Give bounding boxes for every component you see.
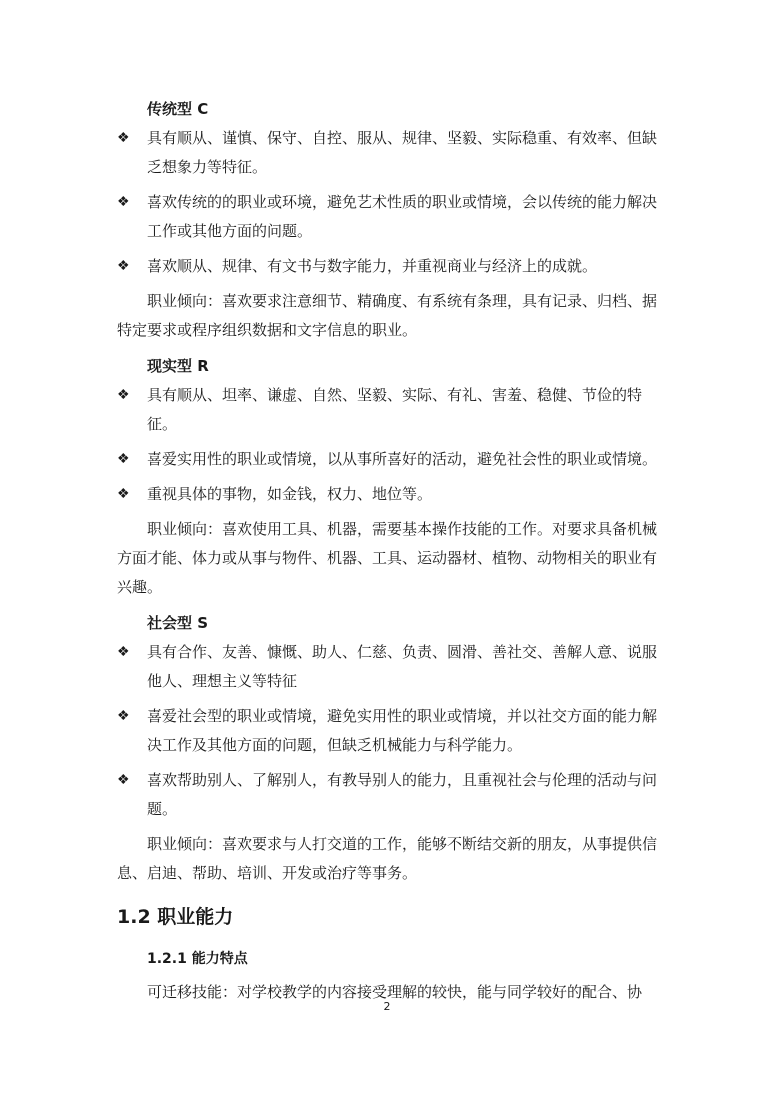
bullet-diamond-icon: ❖ [117,387,130,403]
type-heading: 现实型 R [147,357,209,375]
bullet-text: 喜爱实用性的职业或情境，以从事所喜好的活动，避免社会性的职业或情境。 [147,450,658,468]
career-tendency-paragraph: 职业倾向：喜欢要求注意细节、精确度、有系统有条理，具有记录、归档、据特定要求或程序组织数据和文字信息的职业。 [117,292,658,339]
bullet-text: 具有合作、友善、慷慨、助人、仁慈、负责、圆滑、善社交、善解人意、说服他人、理想主义等特征 [147,643,658,690]
bullet-item [117,445,662,474]
bullet-diamond-icon: ❖ [117,772,130,788]
bullet-diamond-icon: ❖ [117,130,130,146]
bullet-item [117,766,662,824]
career-tendency-paragraph: 职业倾向：喜欢使用工具、机器，需要基本操作技能的工作。对要求具备机械方面才能、体力或从事与物件、机器、工具、运动器材、植物、动物相关的职业有兴趣。 [117,520,658,596]
bullet-diamond-icon: ❖ [117,708,130,724]
bullet-item [117,638,662,696]
bullet-item [117,480,662,509]
bullet-text: 喜欢帮助别人、了解别人，有教导别人的能力，且重视社会与伦理的活动与问题。 [147,771,658,818]
bullet-item [117,124,662,182]
bullet-diamond-icon: ❖ [117,486,130,502]
bullet-diamond-icon: ❖ [117,258,130,274]
page-number: 2 [383,1000,391,1013]
bullet-item [117,381,662,439]
bullet-text: 具有顺从、坦率、谦虚、自然、坚毅、实际、有礼、害羞、稳健、节俭的特征。 [147,386,643,433]
type-section-conventional [117,94,662,345]
career-tendency-paragraph: 职业倾向：喜欢要求与人打交道的工作，能够不断结交新的朋友，从事提供信息、启迪、帮助、培训、开发或治疗等事务。 [117,835,658,882]
bullet-text: 喜欢顺从、规律、有文书与数字能力，并重视商业与经济上的成就。 [147,257,598,275]
type-section-realistic [117,351,662,602]
bullet-diamond-icon: ❖ [117,451,130,467]
bullet-item [117,702,662,760]
bullet-text: 具有顺从、谨慎、保守、自控、服从、规律、坚毅、实际稳重、有效率、但缺乏想象力等特征。 [147,129,658,176]
bullet-item [117,188,662,246]
type-heading: 社会型 S [147,614,209,632]
bullet-text: 重视具体的事物，如金钱，权力、地位等。 [147,485,433,503]
bullet-diamond-icon: ❖ [117,194,130,210]
section-heading: 1.2 职业能力 [117,906,234,928]
bullet-text: 喜欢传统的的职业或环境，避免艺术性质的职业或情境，会以传统的能力解决工作或其他方面的问题。 [147,193,658,240]
page-content [117,94,662,1007]
subsection-heading: 1.2.1 能力特点 [147,951,248,967]
bullet-diamond-icon: ❖ [117,644,130,660]
transferable-skills-paragraph: 可迁移技能：对学校教学的内容接受理解的较快，能与同学较好的配合、协 [147,983,643,1001]
type-section-social [117,608,662,888]
bullet-item [117,252,662,281]
bullet-text: 喜爱社会型的职业或情境，避免实用性的职业或情境，并以社交方面的能力解决工作及其他方面的问题，但缺乏机械能力与科学能力。 [147,707,658,754]
type-heading: 传统型 C [147,100,209,118]
